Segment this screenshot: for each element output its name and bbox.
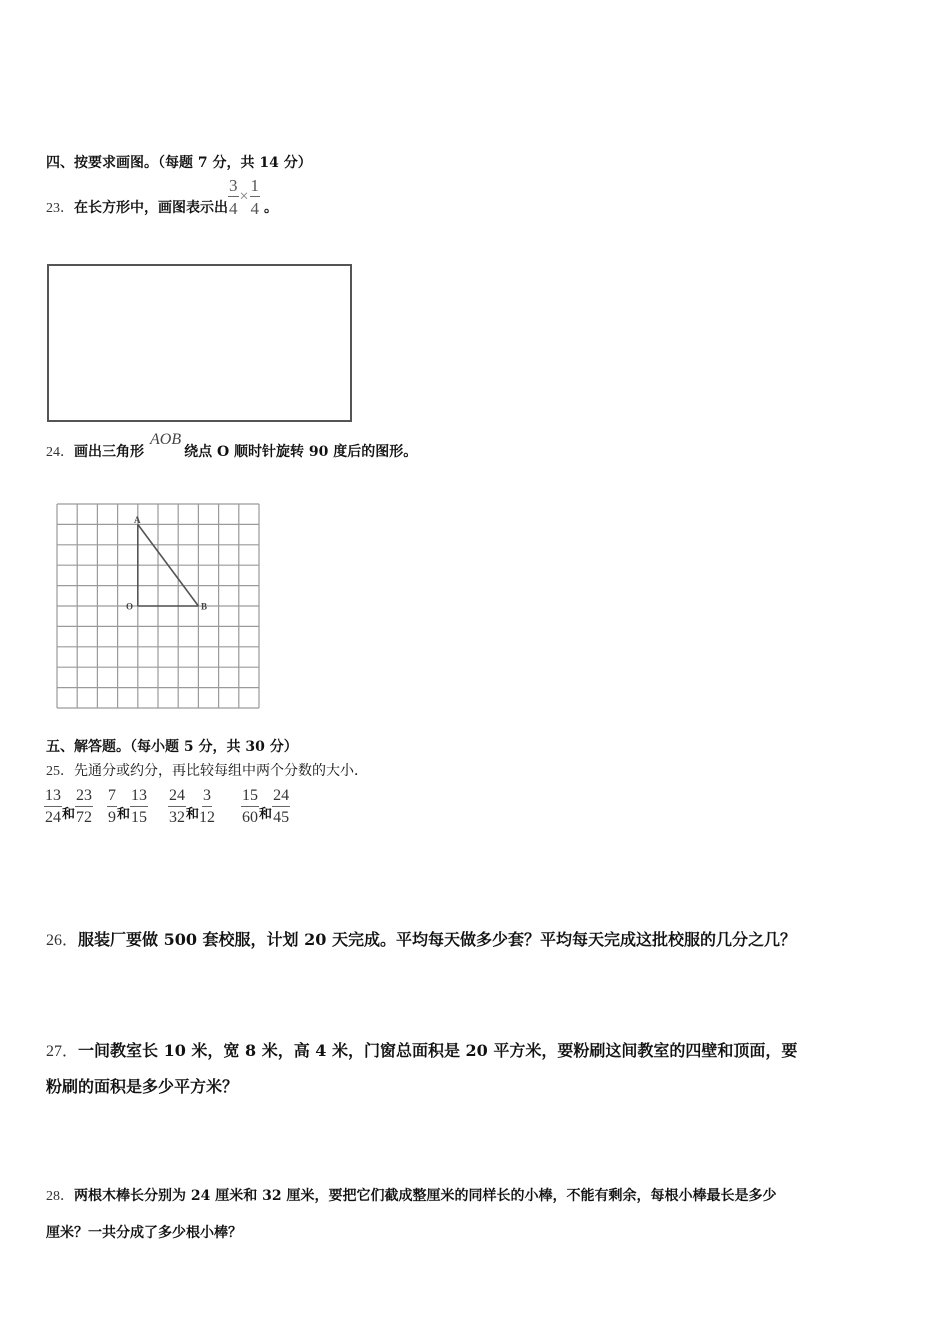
fraction: $\frac{24}{45}$	[273, 787, 290, 826]
multiply-sign: ×	[239, 188, 249, 205]
question-27-text-1: 一间教室长 10 米，宽 8 米，高 4 米，门窗总面积是 20 平方米，要粉刷这间教室的四壁和顶面，要	[78, 1041, 798, 1060]
question-25-text: 先通分或约分，再比较每组中两个分数的大小．	[74, 763, 368, 779]
fraction: $\frac{13}{24}$	[45, 787, 61, 826]
question-27-number: 27．	[46, 1043, 79, 1060]
question-23-text: 在长方形中，画图表示出	[74, 200, 228, 216]
question-24-number: 24．	[46, 445, 74, 460]
question-26-text: 服装厂要做 500 套校服，计划 20 天完成。平均每天做多少套？平均每天完成这批校服的几分之几？	[78, 930, 796, 949]
fraction: $\frac{24}{32}$	[169, 787, 186, 826]
and-connector: 和	[186, 806, 200, 822]
and-connector: 和	[62, 806, 76, 822]
question-25	[46, 760, 368, 780]
fraction: $\frac{15}{60}$	[242, 787, 259, 826]
section-5-title: 五、解答题。（每小题 5 分，共 30 分）	[46, 739, 298, 755]
fraction-pairs	[44, 788, 290, 826]
section-4-title: 四、按要求画图。（每题 7 分，共 14 分）	[46, 155, 312, 171]
question-25-number: 25．	[46, 764, 74, 779]
fraction: $\frac{3}{12}$	[199, 787, 216, 826]
question-24-text-before: 画出三角形	[74, 444, 144, 460]
fraction: $\frac{7}{9}$	[108, 787, 117, 826]
question-28-line-1	[46, 1185, 776, 1205]
triangle-name: AOB	[150, 431, 182, 448]
question-27-line-1	[46, 1038, 797, 1061]
fraction: $\frac{23}{72}$	[76, 787, 93, 826]
question-28-text-1: 两根木棒长分别为 24 厘米和 32 厘米，要把它们截成整厘米的同样长的小棒，不能有剩余，每根小棒最长是多少	[74, 1188, 777, 1204]
question-23-number: 23．	[46, 201, 74, 216]
point-b-label: B	[201, 601, 208, 612]
grid-with-triangle[interactable]	[55, 502, 265, 714]
question-26-number: 26．	[46, 932, 79, 949]
and-connector: 和	[117, 806, 131, 822]
question-23	[46, 177, 278, 217]
question-28-number: 28．	[46, 1189, 74, 1204]
fraction-3-4: $\frac{3}{4}$	[229, 176, 238, 218]
fraction: $\frac{13}{15}$	[131, 787, 148, 826]
drawing-rectangle[interactable]	[47, 264, 352, 422]
and-connector: 和	[259, 806, 273, 822]
question-26	[46, 927, 796, 950]
fraction-1-4: $\frac{1}{4}$	[250, 176, 260, 218]
question-27-line-2: 粉刷的面积是多少平方米？	[46, 1077, 239, 1096]
question-23-end: 。	[264, 200, 279, 216]
point-o-label: O	[126, 601, 134, 612]
question-28-line-2: 厘米？一共分成了多少根小棒？	[46, 1225, 242, 1241]
question-24	[46, 431, 418, 461]
question-24-text-after: 绕点 O 顺时针旋转 90 度后的图形。	[184, 444, 418, 460]
point-a-label: A	[134, 515, 141, 525]
